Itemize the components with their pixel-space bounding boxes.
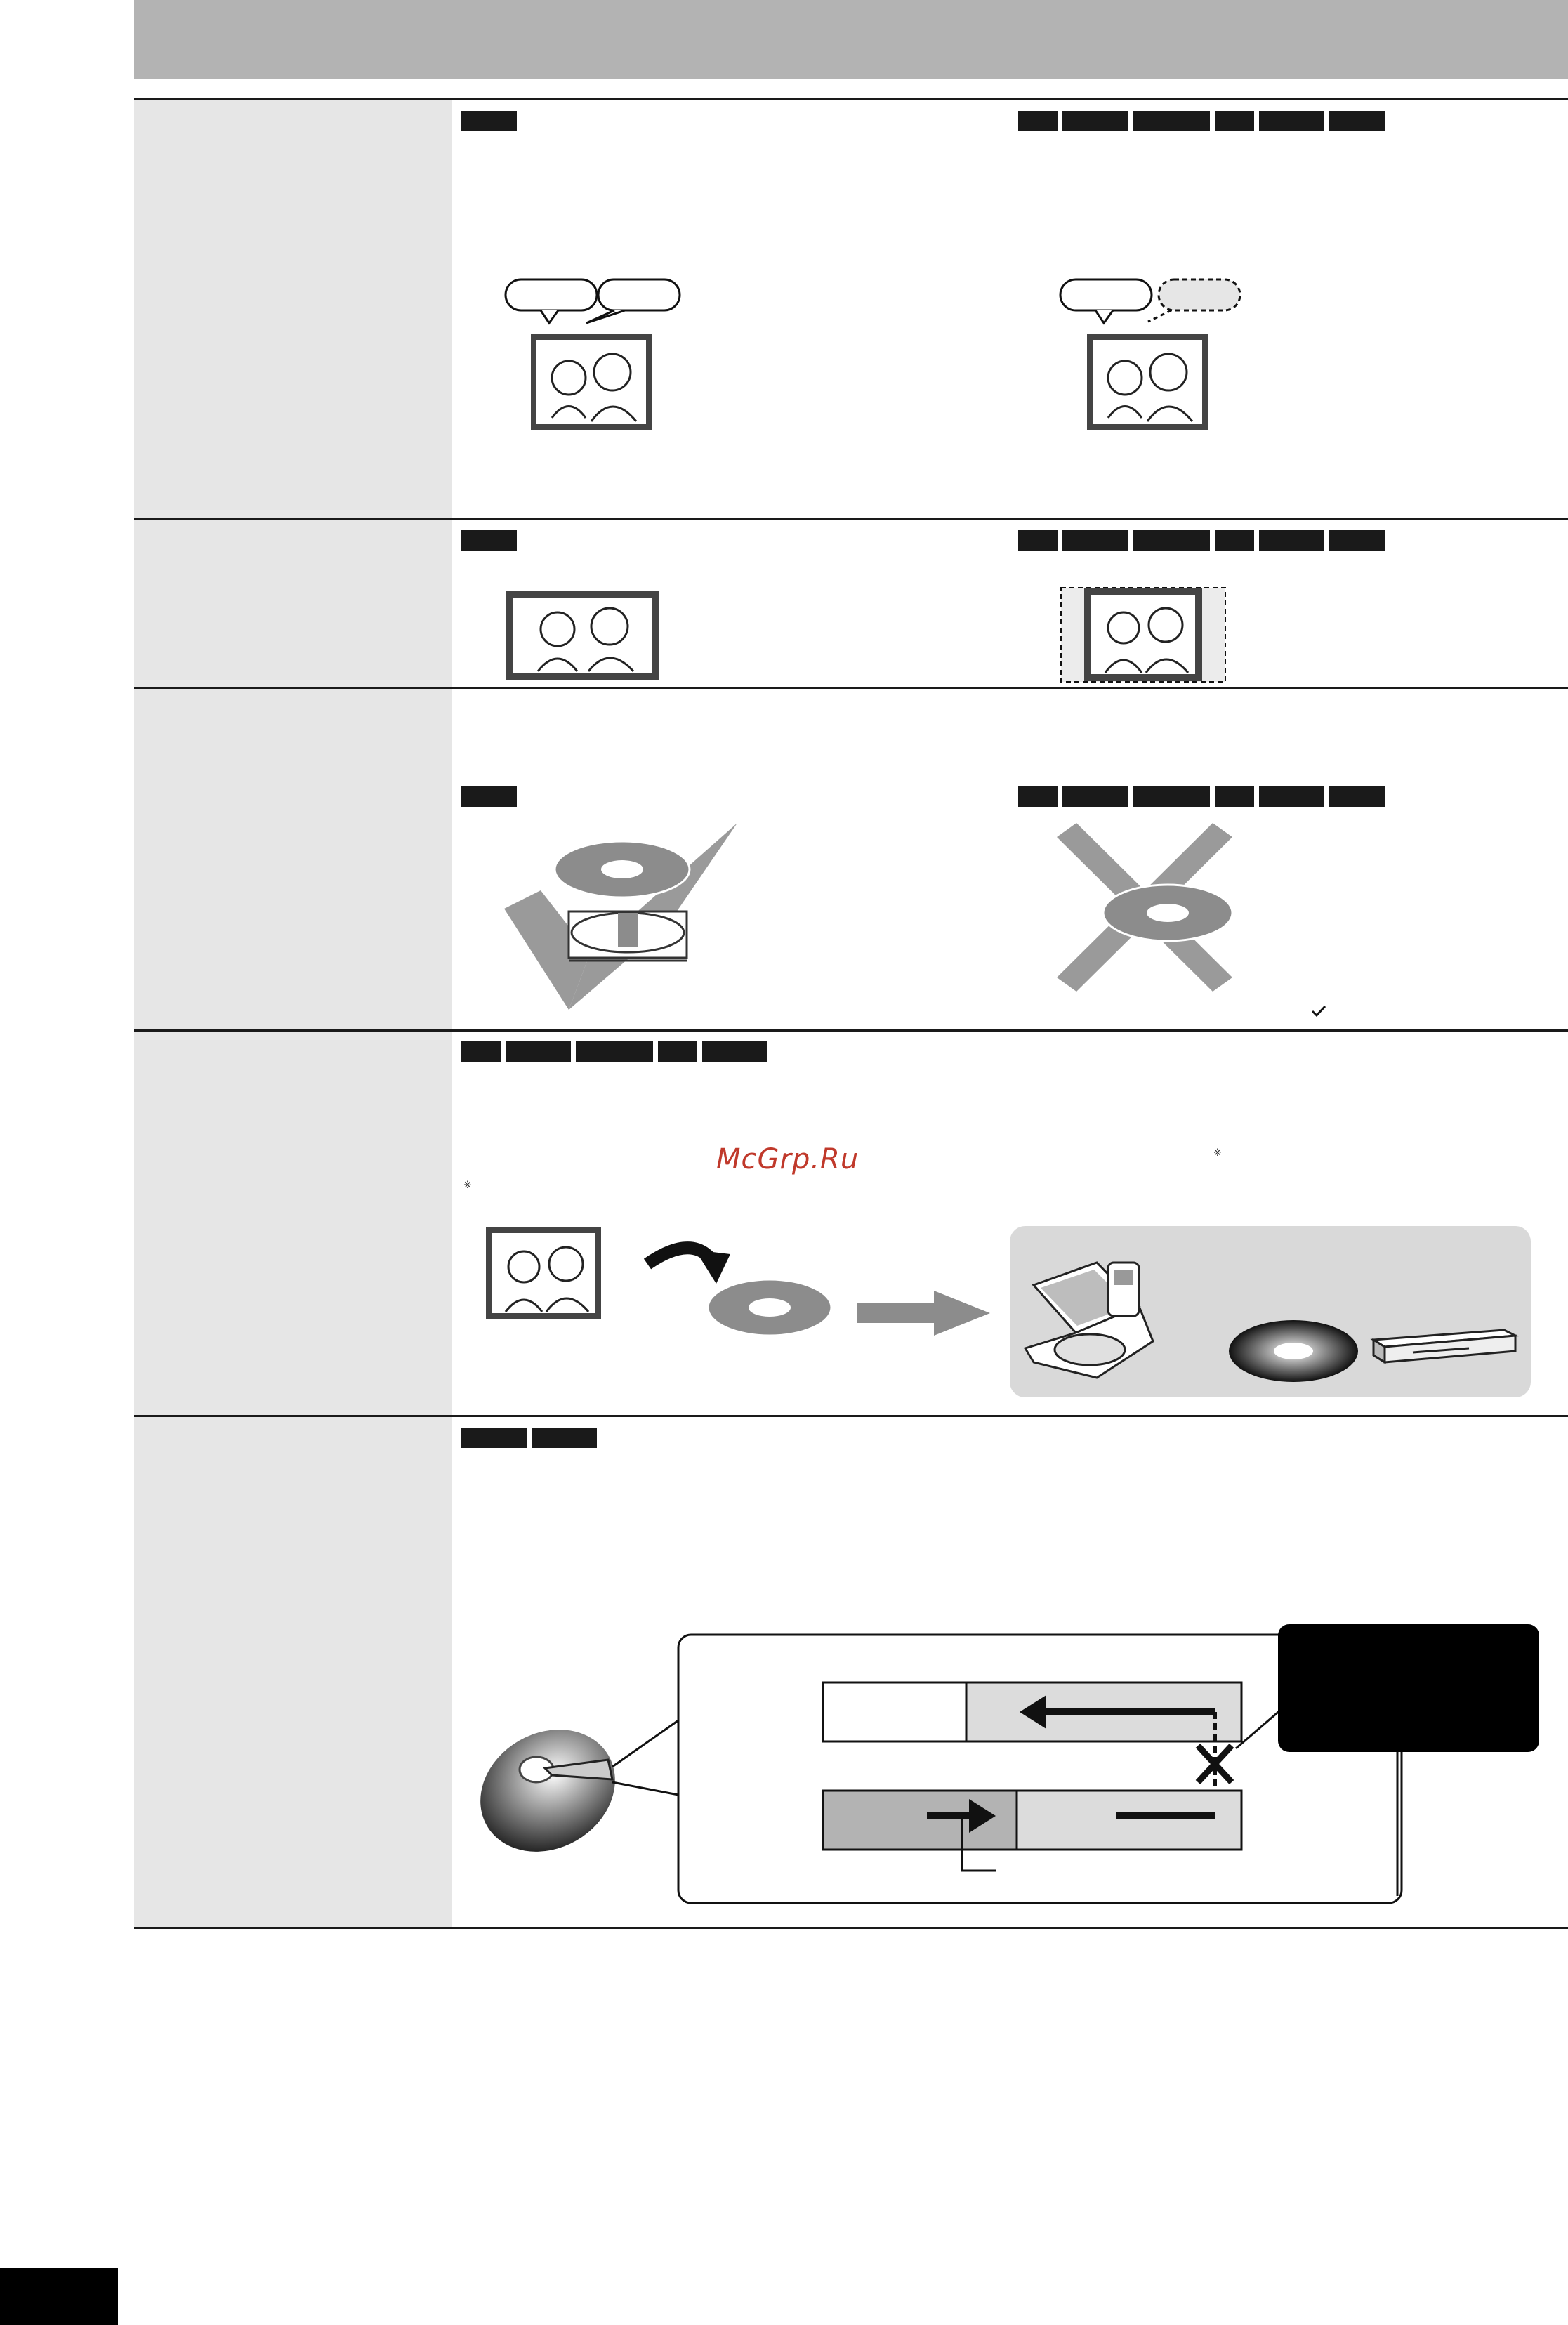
format-tags (461, 1428, 597, 1448)
other-equipment-illustration (1020, 1257, 1525, 1390)
format-tag (461, 786, 517, 807)
label-column-recording-area (134, 1417, 452, 1927)
callout-box (1278, 1624, 1539, 1752)
disc-not-playable-illustration (1057, 823, 1232, 992)
format-tag (1329, 530, 1385, 551)
format-tag (506, 1041, 571, 1062)
disc-icon (1229, 1320, 1358, 1382)
disc-icon (555, 841, 690, 897)
format-tag (1062, 530, 1128, 551)
speech-bubble-icon (1148, 279, 1240, 322)
disc-icon (463, 1706, 638, 1876)
format-tag (1062, 111, 1128, 131)
format-tag (461, 1041, 501, 1062)
disc-icon (708, 1279, 831, 1336)
format-tags-right (1018, 530, 1385, 551)
format-tags (461, 1041, 767, 1062)
format-tag (1133, 111, 1210, 131)
format-tag (1329, 111, 1385, 131)
speech-bubble-icon (586, 279, 680, 323)
format-tags-left (461, 111, 517, 131)
speech-bubble-icon (1060, 279, 1152, 323)
tray-icon (569, 911, 687, 961)
format-tag (1018, 530, 1058, 551)
disc-playable-illustration (499, 820, 744, 1017)
format-tag (1133, 786, 1210, 807)
page-header-bar (134, 0, 1568, 79)
copy-to-disc-illustration (485, 1222, 990, 1348)
format-tag (1018, 111, 1058, 131)
format-tag (1329, 786, 1385, 807)
speech-bubble-icon (506, 279, 597, 323)
section-rule (134, 1927, 1568, 1929)
label-column-play-other (134, 1032, 452, 1415)
format-tag (1215, 786, 1254, 807)
format-tag (1215, 530, 1254, 551)
watermark: McGrp.Ru (716, 1143, 859, 1175)
audio-single-illustration (1053, 274, 1250, 435)
tv-icon (506, 591, 659, 680)
format-tag (1018, 786, 1058, 807)
label-column-aspect (134, 520, 452, 687)
format-tag (1259, 530, 1324, 551)
format-tag (532, 1428, 597, 1448)
format-tag (1259, 111, 1324, 131)
tv-icon (486, 1227, 601, 1319)
phone-icon (1108, 1263, 1139, 1316)
widescreen-tv-illustration (504, 590, 660, 681)
format-tag (1215, 111, 1254, 131)
tv-icon (531, 334, 652, 430)
check-icon (1310, 1004, 1327, 1018)
format-tags-right (1018, 111, 1385, 131)
arrow-icon (857, 1291, 990, 1336)
format-tags-left (461, 530, 517, 551)
format-tag (658, 1041, 697, 1062)
arrow-icon (647, 1248, 730, 1284)
note-mark: ※ (1213, 1147, 1222, 1159)
note-mark: ※ (463, 1180, 472, 1191)
audio-both-illustration (492, 274, 688, 435)
page-number-block (0, 2268, 118, 2325)
standard-tv-illustration (1059, 586, 1227, 684)
format-tag (461, 530, 517, 551)
tv-icon (1087, 334, 1208, 430)
label-column-finalize (134, 689, 452, 1029)
format-tag (702, 1041, 767, 1062)
label-column-audio (134, 100, 452, 518)
format-tag (1062, 786, 1128, 807)
format-tag (576, 1041, 653, 1062)
disc-icon (1103, 885, 1232, 941)
format-tag (1259, 786, 1324, 807)
format-tag (461, 111, 517, 131)
format-tag (461, 1428, 527, 1448)
tv-icon (1084, 588, 1202, 681)
recorder-icon (1373, 1330, 1515, 1362)
format-tag (1133, 530, 1210, 551)
format-tags-right (1018, 786, 1385, 807)
format-tags-left (461, 786, 517, 807)
